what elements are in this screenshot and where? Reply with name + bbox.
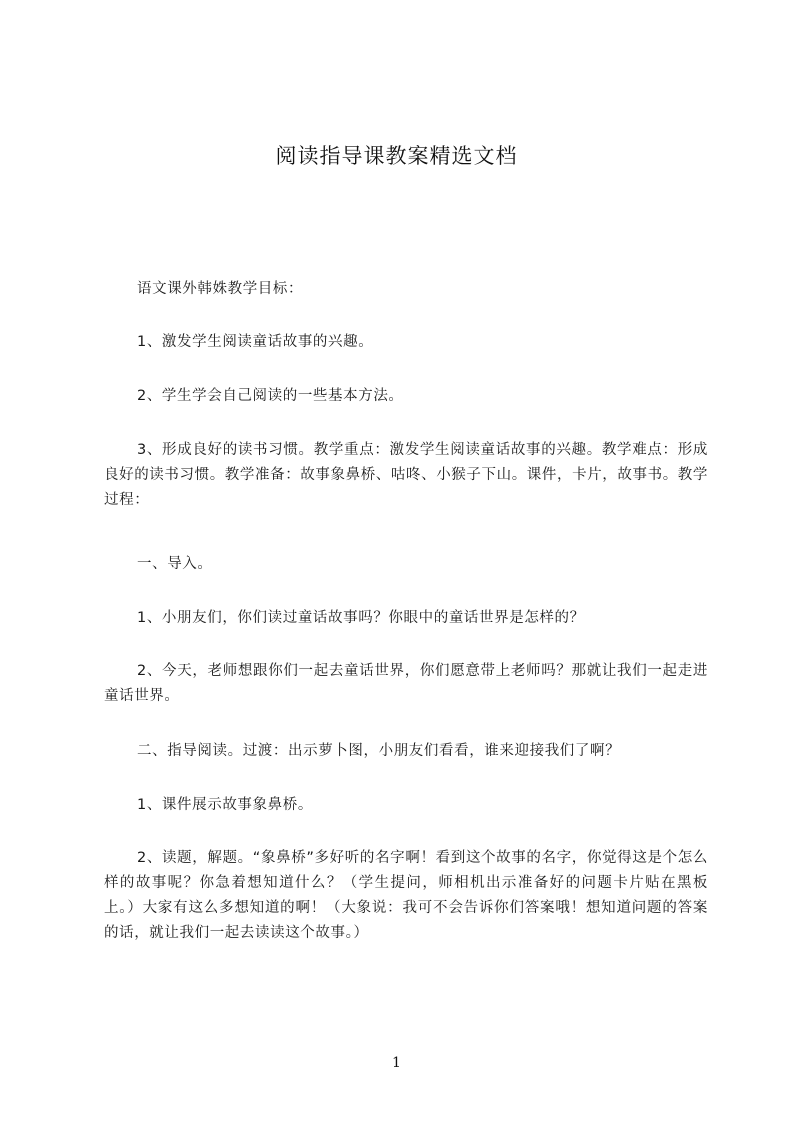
- paragraph-objective-3: 3、形成良好的读书习惯。教学重点：激发学生阅读童话故事的兴趣。教学难点：形成良好的读书习惯。教学准备：故事象鼻桥、咕咚、小猴子下山。课件，卡片，故事书。教学过程：: [104, 442, 708, 508]
- paragraph-intro-2: 2、今天，老师想跟你们一起去童话世界，你们愿意带上老师吗？那就让我们一起走进童话世界。: [104, 663, 708, 704]
- document-title: 阅读指导课教案精选文档: [275, 144, 518, 168]
- page-number: 1: [392, 1055, 401, 1071]
- paragraph-reading-1: 1、课件展示故事象鼻桥。: [137, 797, 313, 813]
- paragraph-objective-1: 1、激发学生阅读童话故事的兴趣。: [137, 334, 374, 350]
- paragraph-reading-2: 2、读题，解题。“象鼻桥”多好听的名字啊！看到这个故事的名字，你觉得这是个怎么样的故事呢？你急着想知道什么？（学生提问，师相机出示准备好的问题卡片贴在黑板上。）大家有这么多想知道的啊！（大象说：我可不会告诉你们答案哦！想知道问题的答案的话，就让我们一起去读读这个故事。）: [104, 850, 708, 941]
- paragraph-section-guided-reading: 二、指导阅读。过渡：出示萝卜图，小朋友们看看，谁来迎接我们了啊？: [137, 743, 621, 759]
- paragraph-objective-2: 2、学生学会自己阅读的一些基本方法。: [137, 388, 404, 404]
- paragraph-objectives-heading: 语文课外韩姝教学目标：: [137, 281, 304, 297]
- paragraph-section-intro: 一、导入。: [137, 556, 213, 572]
- paragraph-intro-1: 1、小朋友们，你们读过童话故事吗？你眼中的童话世界是怎样的？: [137, 610, 585, 626]
